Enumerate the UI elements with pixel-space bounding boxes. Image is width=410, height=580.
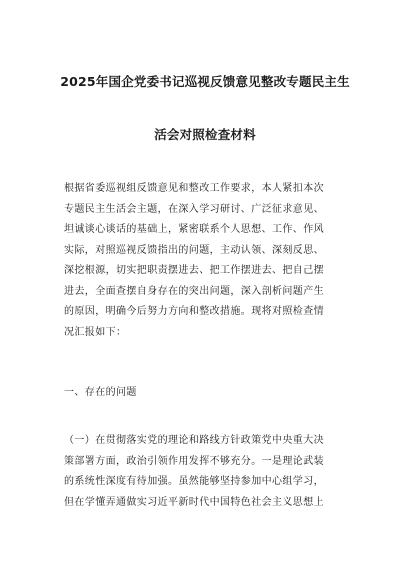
subsection-line: （一）在贯彻落实党的理论和路线方针政策党中央重大决 (64, 435, 324, 446)
section-heading-text: 一、存在的问题 (64, 387, 137, 398)
intro-line: 专题民主生活会主题，在深入学习研讨、广泛征求意见、 (64, 203, 324, 215)
intro-paragraph (64, 179, 364, 343)
intro-line: 坦诚谈心谈话的基础上，紧密联系个人思想、工作、作风 (64, 224, 324, 235)
intro-line: 进去，全面查摆自身存在的突出问题，深入剖析问题产生 (64, 285, 324, 297)
subsection-paragraph (64, 431, 364, 513)
subsection-line: 但在学懂弄通做实习近平新时代中国特色社会主义思想上 (64, 496, 324, 508)
subsection-line: 的系统性深度有待加强。虽然能够坚持参加中心组学习， (64, 476, 324, 487)
intro-line: 深挖根源，切实把职责摆进去、把工作摆进去、把自己摆 (64, 265, 324, 276)
intro-line: 的原因，明确今后努力方向和整改措施。现将对照检查情 (64, 306, 324, 317)
intro-line: 根据省委巡视组反馈意见和整改工作要求，本人紧扣本次 (64, 183, 324, 194)
document-title-line-1: 2025年国企党委书记巡视反馈意见整改专题民主生 (60, 74, 350, 89)
document-title-line-2: 活会对照检查材料 (154, 127, 256, 142)
section-heading (64, 383, 364, 404)
intro-line: 况汇报如下： (64, 326, 127, 338)
subsection-line: 策部署方面，政治引领作用发挥不够充分。一是理论武装 (64, 455, 324, 467)
intro-line: 实际，对照巡视反馈指出的问题，主动认领、深刻反思、 (64, 244, 324, 256)
